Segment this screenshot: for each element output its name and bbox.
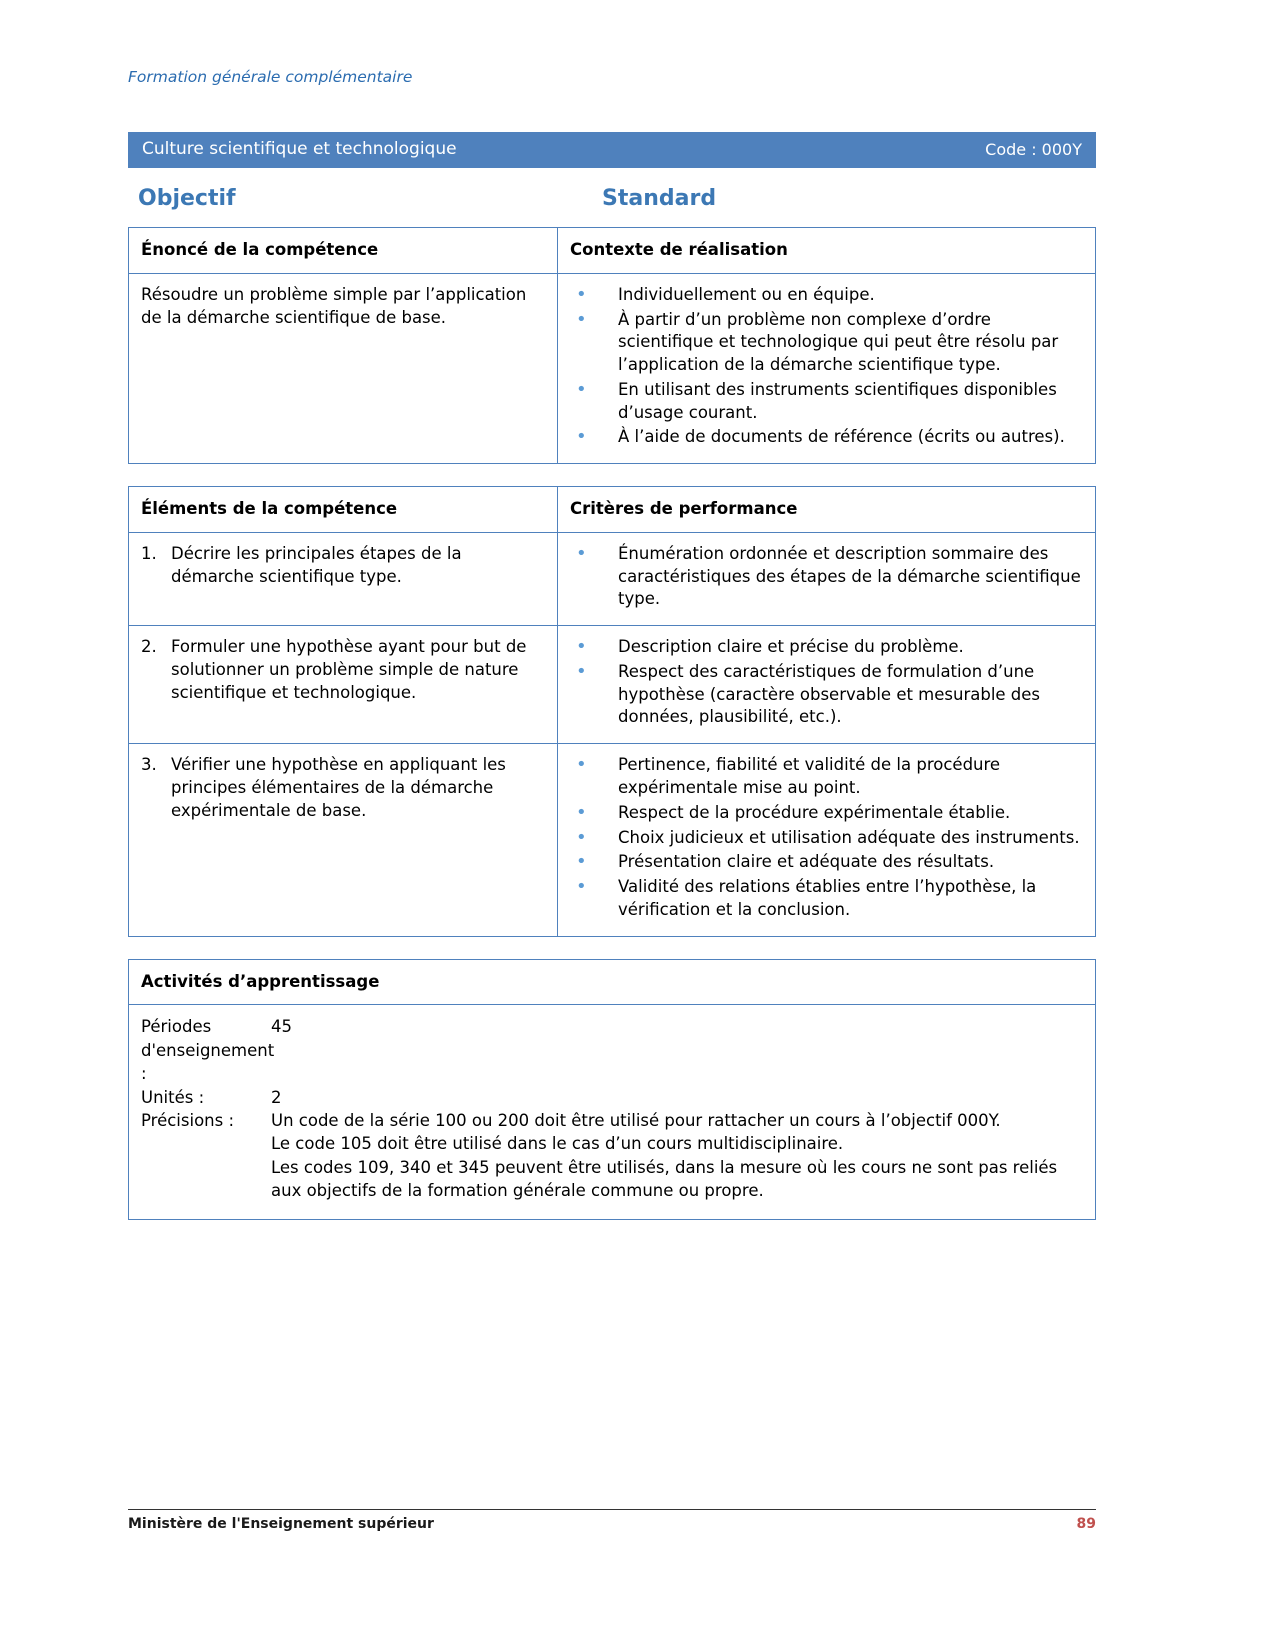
periods-value: 45 [271,1017,292,1037]
section-header-note: Formation générale complémentaire [128,68,413,86]
competence-statement-cell [129,273,558,463]
list-item [141,543,545,589]
context-list [570,284,1083,449]
competence-context-cell [558,273,1096,463]
learning-activities-table [128,959,1096,1220]
list-item [141,636,545,704]
competence-statement-text: Résoudre un problème simple par l’application de la démarche scientifique de base. [141,284,527,327]
competence-table [128,227,1096,464]
standard-heading-cell [528,186,1096,211]
list-item: • Respect de la procédure expérimentale établie. [570,802,1083,825]
element-text: Vérifier une hypothèse en appliquant les principes élémentaires de la démarche expérimentale de base. [171,755,506,820]
course-title-bar [128,132,1096,168]
element-cell [129,744,558,936]
periods-label: Périodes d'enseignement : [141,1017,275,1084]
table-row [129,532,1096,625]
footer-row [128,1516,1096,1532]
criteria-cell [558,744,1096,936]
element-numbered-list [141,543,545,589]
elements-header: Éléments de la compétence [129,487,558,533]
list-item: • Pertinence, fiabilité et validité de la procédure expérimentale mise au point. [570,754,1083,800]
list-item: • À partir d’un problème non complexe d’ordre scientifique et technologique qui peut être résolu par l’application de la démarche scientifique type. [570,309,1083,377]
activities-header: Activités d’apprentissage [129,959,1096,1005]
activities-cell [129,1005,1096,1219]
list-item: • Description claire et précise du problème. [570,636,1083,659]
standard-heading: Standard [602,186,717,211]
table-header-row [129,487,1096,533]
criteria-list [570,754,1083,921]
criteria-list [570,543,1083,611]
units-line [141,1086,1083,1109]
element-number: 2. [141,637,157,657]
course-code: Code : 000Y [985,139,1082,159]
periods-line [141,1015,1083,1085]
table-row [129,744,1096,936]
criteria-list [570,636,1083,729]
list-item: • Énumération ordonnée et description sommaire des caractéristiques des étapes de la démarche scientifique type. [570,543,1083,611]
competence-context-header: Contexte de réalisation [558,228,1096,274]
precisions-line-2: Le code 105 doit être utilisé dans le cas d’un cours multidisciplinaire. [271,1134,844,1154]
list-item: • Validité des relations établies entre l’hypothèse, la vérification et la conclusion. [570,876,1083,922]
list-item: • En utilisant des instruments scientifiques disponibles d’usage courant. [570,379,1083,425]
precisions-label: Précisions : [141,1111,235,1131]
footer-divider [128,1509,1096,1510]
criteria-header: Critères de performance [558,487,1096,533]
precisions-line-3: Les codes 109, 340 et 345 peuvent être utilisés, dans la mesure où les cours ne sont pas reliés aux objectifs de la formation générale commune ou propre. [271,1157,1058,1201]
list-item: • Respect des caractéristiques de formulation d’une hypothèse (caractère observable et mesurable des données, plausibilité, etc.). [570,661,1083,729]
page-footer [128,1509,1096,1532]
criteria-cell [558,532,1096,625]
list-item: • Individuellement ou en équipe. [570,284,1083,307]
footer-ministry: Ministère de l'Enseignement supérieur [128,1516,434,1532]
objectif-heading-cell [128,186,528,211]
precisions-line [141,1109,1083,1203]
table-row [129,1005,1096,1219]
list-item: • Présentation claire et adéquate des résultats. [570,851,1083,874]
element-number: 1. [141,543,157,563]
list-item: • À l’aide de documents de référence (écrits ou autres). [570,426,1083,449]
criteria-cell [558,626,1096,744]
list-item [141,754,545,822]
units-label: Unités : [141,1087,205,1107]
list-item: • Choix judicieux et utilisation adéquate des instruments. [570,827,1083,850]
objectif-standard-heading-row [128,186,1096,211]
units-value: 2 [271,1087,282,1107]
element-numbered-list [141,754,545,822]
objectif-heading: Objectif [138,186,236,211]
precisions-line-1: Un code de la série 100 ou 200 doit être utilisé pour rattacher un cours à l’objectif 000Y. [271,1111,1001,1131]
element-cell [129,626,558,744]
table-row [129,626,1096,744]
competence-statement-header: Énoncé de la compétence [129,228,558,274]
element-number: 3. [141,755,157,775]
element-text: Formuler une hypothèse ayant pour but de solutionner un problème simple de nature scientifique et technologique. [171,637,527,702]
page-content [128,132,1096,1242]
table-row [129,273,1096,463]
table-header-row [129,228,1096,274]
element-numbered-list [141,636,545,704]
table-header-row [129,959,1096,1005]
element-cell [129,532,558,625]
course-title: Culture scientifique et technologique [142,139,457,159]
element-text: Décrire les principales étapes de la démarche scientifique type. [171,543,462,586]
elements-criteria-table [128,486,1096,936]
precisions-value [271,1109,1083,1203]
page-number: 89 [1076,1516,1096,1532]
